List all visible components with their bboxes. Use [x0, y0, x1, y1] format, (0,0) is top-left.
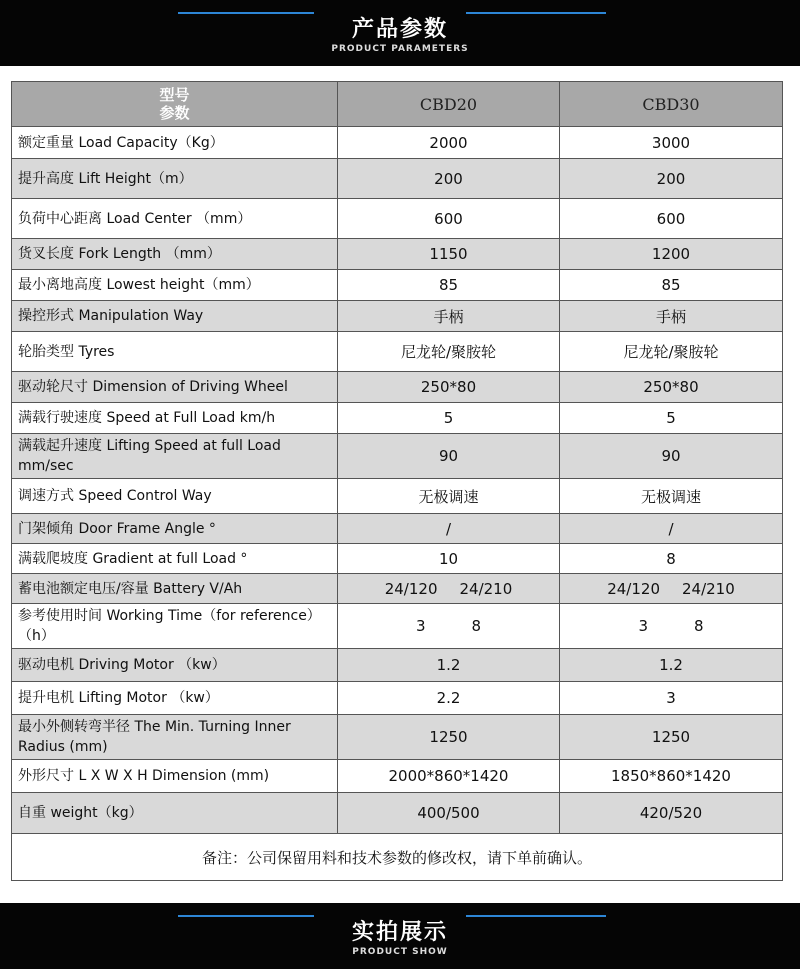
table-row — [12, 715, 783, 760]
corner-param-label: 参数 — [159, 104, 190, 122]
row-label: 货叉长度 Fork Length （mm） — [12, 239, 338, 270]
row-value-cbd30: / — [560, 514, 783, 544]
note-text: 备注：公司保留用料和技术参数的修改权，请下单前确认。 — [12, 834, 783, 881]
model-header-cbd30: CBD30 — [560, 82, 783, 127]
row-label: 门架倾角 Door Frame Angle ° — [12, 514, 338, 544]
table-row — [12, 682, 783, 715]
row-label: 满载爬坡度 Gradient at full Load ° — [12, 544, 338, 574]
row-value-cbd20: 1150 — [338, 239, 560, 270]
row-value-cbd30: 1.2 — [560, 649, 783, 682]
row-value-cbd30: 90 — [560, 434, 783, 479]
row-label: 额定重量 Load Capacity（Kg） — [12, 127, 338, 159]
row-value-cbd20 — [338, 574, 560, 604]
row-value-cbd20: 手柄 — [338, 301, 560, 332]
row-label: 调速方式 Speed Control Way — [12, 479, 338, 514]
row-label: 驱动轮尺寸 Dimension of Driving Wheel — [12, 372, 338, 403]
row-value-cbd30: 1850*860*1420 — [560, 760, 783, 793]
row-label: 自重 weight（kg） — [12, 793, 338, 834]
table-row — [12, 199, 783, 239]
row-value-cbd20: 90 — [338, 434, 560, 479]
row-value-cbd30: 无极调速 — [560, 479, 783, 514]
top-banner — [0, 0, 800, 66]
row-value-cbd20: 1250 — [338, 715, 560, 760]
table-row — [12, 793, 783, 834]
row-value-cbd30: 200 — [560, 159, 783, 199]
working-time-b: 8 — [471, 617, 482, 635]
row-label: 提升高度 Lift Height（m） — [12, 159, 338, 199]
row-value-cbd20: 1.2 — [338, 649, 560, 682]
row-value-cbd30: 85 — [560, 270, 783, 301]
row-label: 满载行驶速度 Speed at Full Load km/h — [12, 403, 338, 434]
battery-value-a: 24/120 — [384, 579, 438, 598]
battery-value-a: 24/120 — [607, 579, 660, 598]
row-label: 操控形式 Manipulation Way — [12, 301, 338, 332]
row-value-cbd30: 1250 — [560, 715, 783, 760]
table-row — [12, 332, 783, 372]
row-value-cbd30: 3 — [560, 682, 783, 715]
row-value-cbd30: 1200 — [560, 239, 783, 270]
row-value-cbd20: 2.2 — [338, 682, 560, 715]
corner-cell — [12, 82, 338, 127]
row-label: 蓄电池额定电压/容量 Battery V/Ah — [12, 574, 338, 604]
row-value-cbd20: / — [338, 514, 560, 544]
corner-model-label: 型号 — [159, 86, 190, 104]
table-row — [12, 270, 783, 301]
row-value-cbd20 — [338, 604, 560, 649]
row-value-cbd20: 200 — [338, 159, 560, 199]
row-value-cbd30: 8 — [560, 544, 783, 574]
row-label: 驱动电机 Driving Motor （kw） — [12, 649, 338, 682]
row-label: 提升电机 Lifting Motor （kw） — [12, 682, 338, 715]
row-value-cbd30: 420/520 — [560, 793, 783, 834]
row-value-cbd30 — [560, 604, 783, 649]
table-row — [12, 239, 783, 270]
banner-title-en: PRODUCT PARAMETERS — [331, 44, 469, 54]
table-row — [12, 479, 783, 514]
row-value-cbd20: 2000*860*1420 — [338, 760, 560, 793]
row-label: 满载起升速度 Lifting Speed at full Load mm/sec — [12, 434, 338, 479]
row-value-cbd20: 5 — [338, 403, 560, 434]
row-value-cbd30: 尼龙轮/聚胺轮 — [560, 332, 783, 372]
table-row — [12, 127, 783, 159]
row-value-cbd20: 无极调速 — [338, 479, 560, 514]
battery-value-b: 24/210 — [682, 579, 735, 598]
table-row — [12, 159, 783, 199]
table-row — [12, 760, 783, 793]
row-label: 外形尺寸 L X W X H Dimension (mm) — [12, 760, 338, 793]
table-row — [12, 544, 783, 574]
row-value-cbd20: 600 — [338, 199, 560, 239]
row-value-cbd20: 400/500 — [338, 793, 560, 834]
table-row — [12, 403, 783, 434]
row-label: 最小外侧转弯半径 The Min. Turning Inner Radius (mm) — [12, 715, 338, 760]
table-header-row — [12, 82, 783, 127]
working-time-a: 3 — [415, 617, 426, 635]
row-value-cbd30: 3000 — [560, 127, 783, 159]
row-value-cbd30: 250*80 — [560, 372, 783, 403]
table-row — [12, 649, 783, 682]
table-row — [12, 434, 783, 479]
table-row — [12, 574, 783, 604]
row-label: 参考使用时间 Working Time（for reference）（h） — [12, 604, 338, 649]
banner-title-en: PRODUCT SHOW — [352, 947, 448, 957]
table-row — [12, 604, 783, 649]
row-value-cbd30: 600 — [560, 199, 783, 239]
banner-title-cn: 产品参数 — [351, 17, 448, 42]
banner-title-cn: 实拍展示 — [351, 920, 448, 945]
row-value-cbd20: 尼龙轮/聚胺轮 — [338, 332, 560, 372]
row-value-cbd30: 5 — [560, 403, 783, 434]
model-header-cbd20: CBD20 — [338, 82, 560, 127]
battery-value-b: 24/210 — [459, 579, 513, 598]
table-row — [12, 514, 783, 544]
row-label: 轮胎类型 Tyres — [12, 332, 338, 372]
row-label: 最小离地高度 Lowest height（mm） — [12, 270, 338, 301]
table-row — [12, 301, 783, 332]
note-row — [12, 834, 783, 881]
row-value-cbd30: 手柄 — [560, 301, 783, 332]
bottom-banner — [0, 903, 800, 969]
row-value-cbd20: 250*80 — [338, 372, 560, 403]
row-value-cbd20: 85 — [338, 270, 560, 301]
table-row — [12, 372, 783, 403]
row-value-cbd20: 2000 — [338, 127, 560, 159]
row-label: 负荷中心距离 Load Center （mm） — [12, 199, 338, 239]
parameters-table — [11, 81, 783, 881]
working-time-a: 3 — [638, 617, 648, 635]
working-time-b: 8 — [694, 617, 704, 635]
row-value-cbd20: 10 — [338, 544, 560, 574]
row-value-cbd30 — [560, 574, 783, 604]
